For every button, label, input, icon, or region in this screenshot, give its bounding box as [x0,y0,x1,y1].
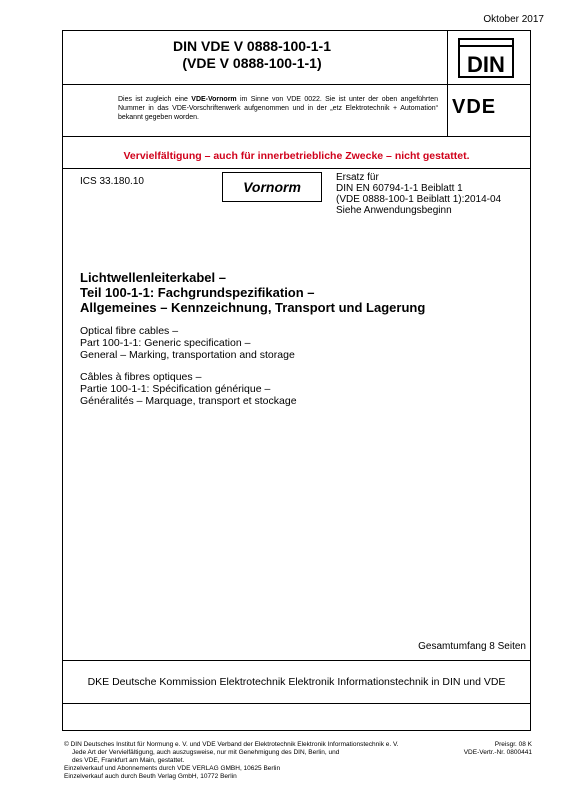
replacement-info: Ersatz für DIN EN 60794-1-1 Beiblatt 1 (VDE 0888-100-1 Beiblatt 1):2014-04 Siehe Anwendungsbeginn [336,172,502,216]
svg-text:DIN: DIN [467,52,505,77]
title-french: Câbles à fibres optiques – Partie 100-1-1: Spécification générique – Généralités – Marquage, transport et stockage [80,371,297,407]
page-count: Gesamtumfang 8 Seiten [418,641,526,652]
divider [63,136,530,137]
title-german: Lichtwellenleiterkabel – Teil 100-1-1: Fachgrundspezifikation – Allgemeines – Kennzeichnung, Transport und Lagerung [80,270,426,315]
ics-code: ICS 33.180.10 [80,176,144,187]
vde-note: Dies ist zugleich eine VDE-Vornorm im Sinne von VDE 0022. Sie ist unter der oben angeführten Nummer in das VDE-Vorschriftenwerk aufgenommen und in der „etz Elektrotechnik + Automation“ bekannt gegeben worden. [118,96,438,121]
divider [447,31,448,136]
dke-line: DKE Deutsche Kommission Elektrotechnik Elektronik Informationstechnik in DIN und VDE [87,676,506,688]
vornorm-stamp: Vornorm [222,172,322,202]
divider [63,703,530,704]
standard-number: DIN VDE V 0888-100-1-1 (VDE V 0888-100-1-1) [173,38,331,71]
din-logo [458,38,514,78]
divider [63,168,530,169]
divider [63,660,530,661]
copyright-footer: © DIN Deutsches Institut für Normung e. V. und VDE Verband der Elektrotechnik Elektronik Informationstechnik e. V. Jede Art der Vervielfältigung, auch auszugsweise, nur mit Genehmigung des DIN, Berlin, und des VDE, Frankfurt am Main, gestattet. Einzelverkauf und Abonnements durch VDE VERLAG GMBH, 10625 Berlin Einzelverkauf auch durch Beuth Verlag GmbH, 10772 Berlin [64,741,399,780]
title-english: Optical fibre cables – Part 100-1-1: Generic specification – General – Marking, transportation and storage [80,325,295,361]
publication-date: Oktober 2017 [483,14,544,25]
copy-warning: Vervielfältigung – auch für innerbetriebliche Zwecke – nicht gestattet. [123,150,470,162]
divider [63,84,530,85]
vde-logo: VDE [452,96,497,118]
price-group: Preisgr. 08 K VDE-Vertr.-Nr. 0800441 [463,741,532,756]
